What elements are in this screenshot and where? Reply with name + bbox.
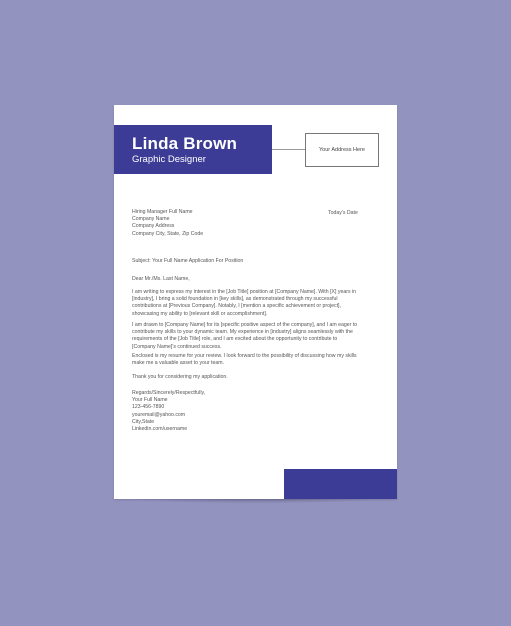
address-box <box>305 133 379 167</box>
address-text: Your Address Here <box>319 147 365 153</box>
recipient-line: Company City, State, Zip Code <box>132 230 204 237</box>
signoff-block: Regards/Sincerely/Respectfully, Your Full Name 123-456-7890 youremail@yahoo.com City,State Linkedin.com/username <box>132 390 206 433</box>
paragraph-4: Thank you for considering my application. <box>132 374 228 380</box>
paragraph-3: Enclosed is my resume for your review. I look forward to the possibility of discussing how my skills make me a valuable asset to your team. <box>132 353 357 367</box>
footer-band <box>284 469 397 499</box>
paragraph-2: I am drawn to [Company Name] for its [specific positive aspect of the company], and I am eager to contribute my skills to your dynamic team. My experience in [industry] aligns seamlessly with the requirements of the [Job Title] role, and I am excited about the opportunity to contribute to [Company Name]'s continued success. <box>132 322 358 350</box>
paragraph-1: I am writing to express my interest in the [Job Title] position at [Company Name]. With [X] years in [industry], I bring a solid foundation in [key skills], as demonstrated through my successful contributions at [Previous Company]. Notably, I [mention a specific achievement or project], showcasing my ability to [relevant skill or accomplishment]. <box>132 289 357 317</box>
applicant-name: Linda Brown <box>132 134 238 153</box>
recipient-line: Company Name <box>132 216 170 223</box>
header-band <box>114 125 272 174</box>
subject-line: Subject: Your Full Name Application For Position <box>132 258 244 264</box>
cover-letter-page <box>114 105 397 499</box>
recipient-line: Company Address <box>132 223 175 230</box>
recipient-line: Hiring Manager Full Name <box>132 209 193 215</box>
applicant-role: Graphic Designer <box>132 154 206 165</box>
connector-line <box>272 149 305 150</box>
letter-date: Today's Date <box>328 210 358 216</box>
salutation: Dear Mr./Ms. Last Name, <box>132 276 190 282</box>
